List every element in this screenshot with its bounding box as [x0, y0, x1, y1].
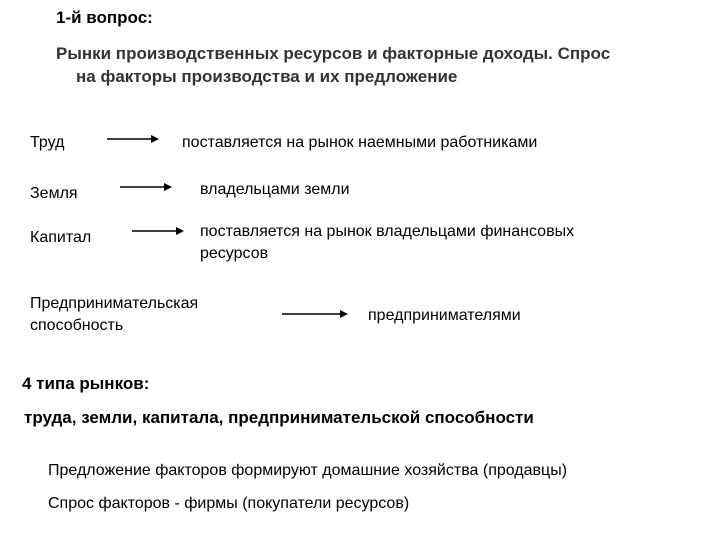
- markets-list: труда, земли, капитала, предпринимательской способности: [24, 408, 534, 427]
- supplier-entrepreneurship: предпринимателями: [368, 307, 521, 324]
- arrow-land-icon: [120, 182, 172, 192]
- supplier-capital-line-1: поставляется на рынок владельцами финансовых: [200, 223, 575, 240]
- note-demand: Спрос факторов - фирмы (покупатели ресурсов): [48, 495, 410, 512]
- note-supply: Предложение факторов формируют домашние хозяйства (продавцы): [48, 462, 568, 479]
- supplier-capital-line-2: ресурсов: [200, 245, 269, 262]
- supplier-labor: поставляется на рынок наемными работниками: [182, 134, 538, 151]
- markets-heading: 4 типа рынков:: [22, 374, 150, 393]
- factor-capital: Капитал: [30, 229, 92, 246]
- question-title: 1-й вопрос:: [56, 8, 153, 27]
- arrow-capital-icon: [132, 226, 184, 236]
- factor-entrepreneurship-line-1: Предпринимательская: [30, 295, 199, 312]
- factor-land: Земля: [30, 185, 78, 202]
- arrow-labor-icon: [107, 134, 159, 144]
- arrow-entrepreneurship-icon: [282, 309, 348, 319]
- topic-line-2: на факторы производства и их предложение: [76, 67, 458, 86]
- topic-line-1: Рынки производственных ресурсов и факторные доходы. Спрос: [56, 44, 611, 63]
- factor-entrepreneurship-line-2: способность: [30, 317, 124, 334]
- supplier-land: владельцами земли: [200, 181, 350, 198]
- factor-labor: Труд: [30, 134, 65, 151]
